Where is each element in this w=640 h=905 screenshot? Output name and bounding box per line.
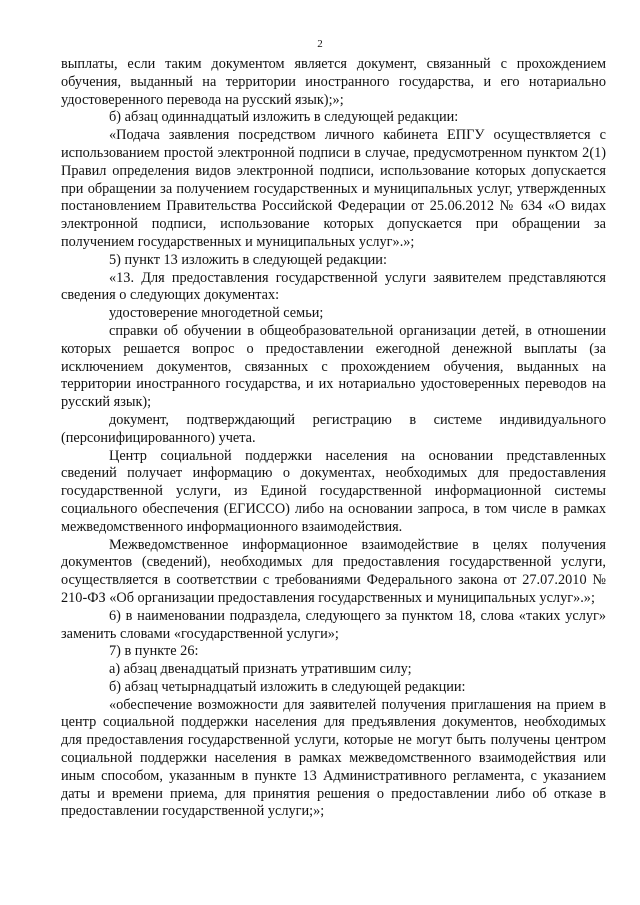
paragraph-6: удостоверение многодетной семьи; [109, 305, 324, 322]
paragraph-15: «обеспечение возможности для заявителей получения приглашения на прием в центр социальной поддержки населения для предъявления документов, необходимых для предоставления государственной услуги, которые не могут быть получены центром социальной поддержки населения в рамках межведомственного взаимодействия или иным способом, указанным в пункте 13 Административного регламента, с указанием даты и времени приема, для принятия решения о предоставлении либо об отказе в предоставлении государственной услуги;»; [61, 696, 606, 820]
paragraph-11: 6) в наименовании подраздела, следующего за пунктом 18, слова «таких услуг» заменить словами «государственной услуги»; [61, 607, 606, 642]
paragraph-5: «13. Для предоставления государственной услуги заявителем представляются сведения о следующих документах: [61, 269, 606, 304]
paragraph-8: документ, подтверждающий регистрацию в системе индивидуального (персонифицированного) учета. [61, 411, 606, 446]
paragraph-12: 7) в пункте 26: [109, 643, 199, 660]
paragraph-10: Межведомственное информационное взаимодействие в целях получения документов (сведений), необходимых для предоставления государственной услуги, осуществляется в соответствии с требованиями Федерального закона от 27.07.2010 № 210-ФЗ «Об организации предоставления государственных и муниципальных услуг».»; [61, 536, 606, 606]
paragraph-14: б) абзац четырнадцатый изложить в следующей редакции: [109, 678, 466, 695]
paragraph-2: б) абзац одиннадцатый изложить в следующей редакции: [109, 109, 459, 126]
paragraph-1: выплаты, если таким документом является документ, связанный с прохождением обучения, выданный на территории иностранного государства, и его нотариально удостоверенного перевода на русский язык);»; [61, 56, 606, 108]
paragraph-13: а) абзац двенадцатый признать утратившим силу; [109, 661, 412, 678]
document-body [61, 56, 606, 821]
paragraph-7: справки об обучении в общеобразовательной организации детей, в отношении которых решается вопрос о предоставлении ежегодной денежной выплаты (за исключением документов, связанных с прохождением обучения, выданных на территории иностранного государства, и их нотариально удостоверенных переводов на русский язык); [61, 322, 606, 411]
paragraph-9: Центр социальной поддержки населения на основании представленных сведений получает информацию о документах, необходимых для предоставления государственной услуги, из Единой государственной информационной системы социального обеспечения (ЕГИССО) либо на основании запроса, в том числе в рамках межведомственного информационного взаимодействия. [61, 447, 606, 535]
page-number: 2 [317, 38, 323, 50]
paragraph-3: «Подача заявления посредством личного кабинета ЕПГУ осуществляется с использованием простой электронной подписи в случае, предусмотренном пунктом 2(1) Правил определения видов электронной подписи, использование которых допускается при обращении за получением государственных и муниципальных услуг, утвержденных постановлением Правительства Российской Федерации от 25.06.2012 № 634 «О видах электронной подписи, использование которых допускается при обращении за получением государственных и муниципальных услуг».»; [61, 127, 606, 250]
paragraph-4: 5) пункт 13 изложить в следующей редакции: [109, 251, 387, 268]
